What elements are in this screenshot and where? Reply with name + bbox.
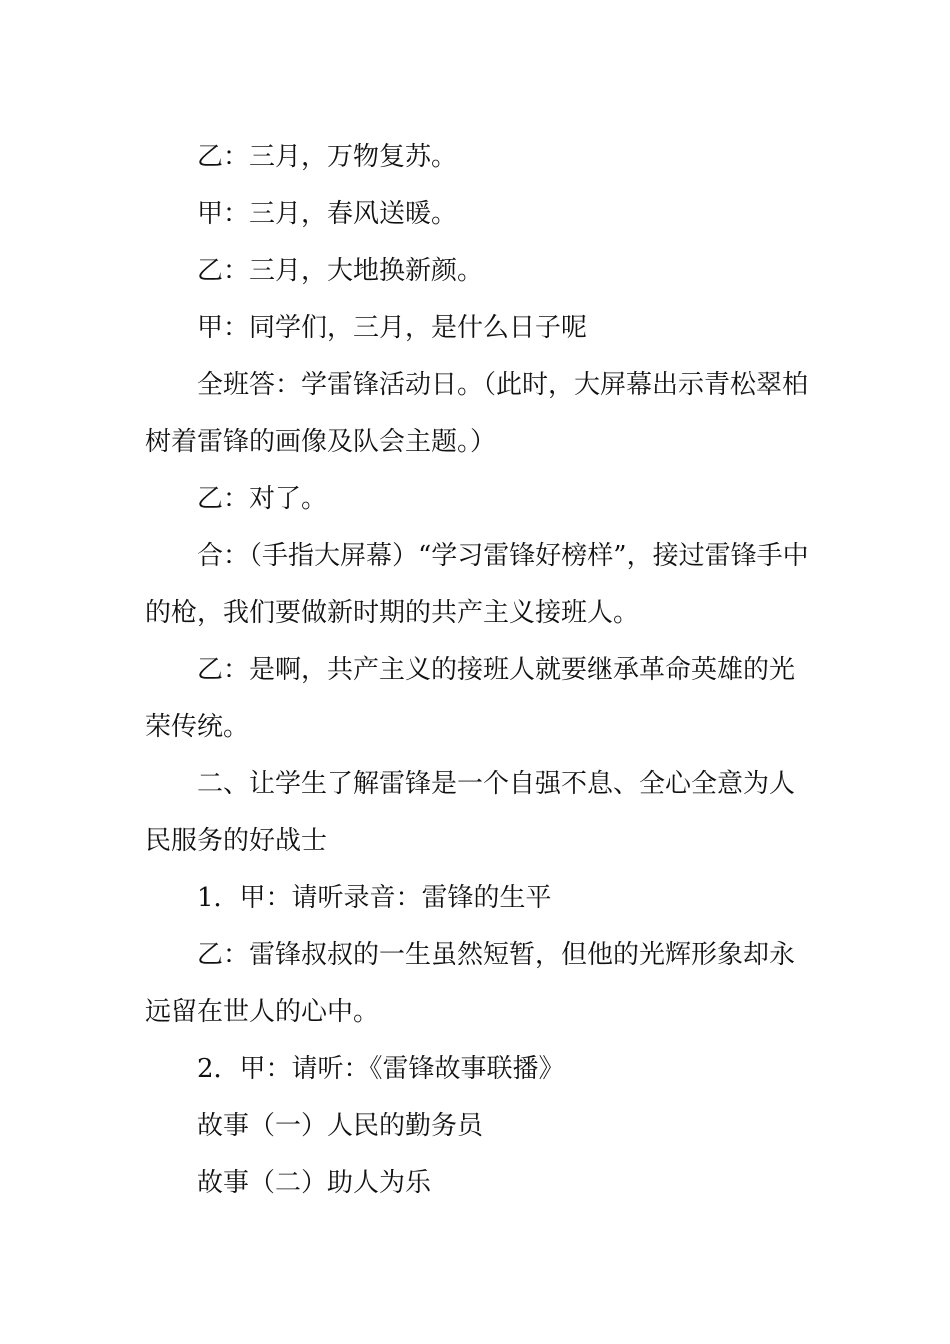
paragraph: 2．甲：请听：《雷锋故事联播》 — [197, 1054, 565, 1084]
paragraph: 故事（一）人民的勤务员 — [197, 1111, 484, 1141]
section-heading: 二、让学生了解雷锋是一个自强不息、全心全意为人民服务的好战士 — [145, 769, 796, 856]
paragraph: 甲：同学们，三月，是什么日子呢 — [197, 313, 588, 343]
paragraph: 乙：三月，万物复苏。 — [197, 142, 458, 172]
paragraph: 全班答：学雷锋活动日。（此时，大屏幕出示青松翠柏树着雷锋的画像及队会主题。） — [145, 370, 809, 457]
paragraph: 合：（手指大屏幕）“学习雷锋好榜样”，接过雷锋手中的枪，我们要做新时期的共产主义接班人。 — [145, 541, 809, 628]
paragraph: 故事（二）助人为乐 — [197, 1168, 432, 1198]
document-body — [145, 129, 810, 1212]
paragraph: 乙：对了。 — [197, 484, 328, 514]
paragraph: 1．甲：请听录音：雷锋的生平 — [197, 883, 552, 913]
paragraph: 乙：是啊，共产主义的接班人就要继承革命英雄的光荣传统。 — [145, 655, 796, 742]
paragraph: 乙：雷锋叔叔的一生虽然短暂，但他的光辉形象却永远留在世人的心中。 — [145, 940, 796, 1027]
paragraph: 甲：三月，春风送暖。 — [197, 199, 458, 229]
paragraph: 乙：三月，大地换新颜。 — [197, 256, 484, 286]
